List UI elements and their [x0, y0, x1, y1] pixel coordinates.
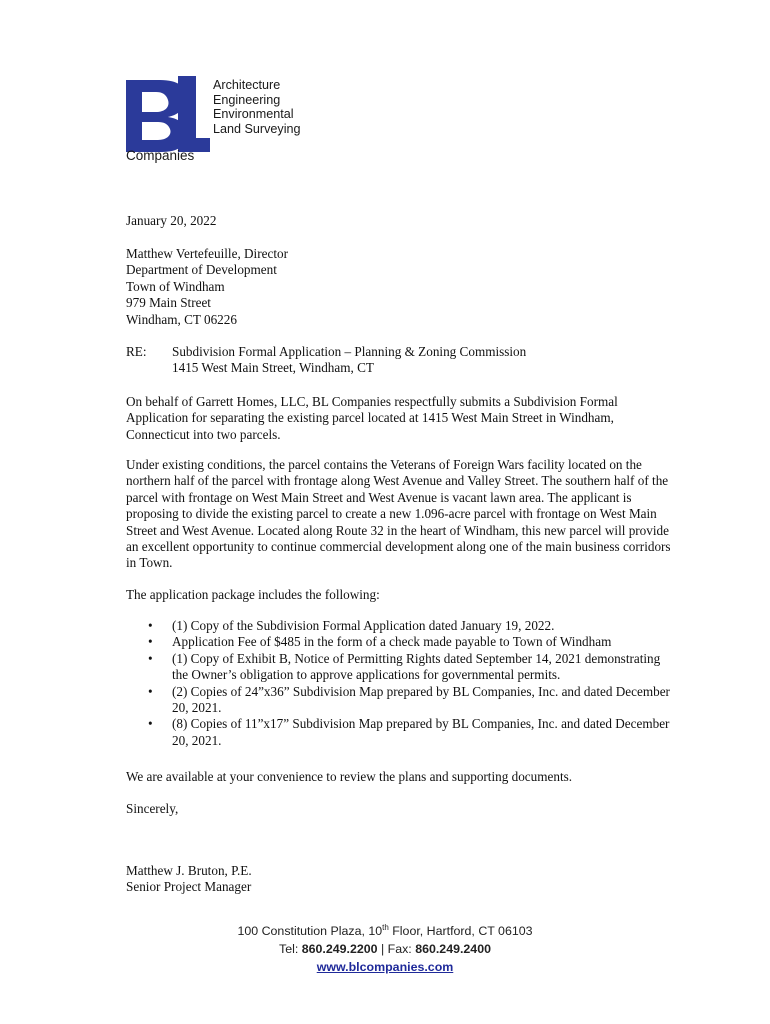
bullet-icon: •	[148, 618, 153, 633]
bullet-icon: •	[148, 716, 153, 732]
package-list	[126, 618, 716, 749]
recipient-line: Matthew Vertefeuille, Director	[126, 246, 288, 261]
recipient-line: Department of Development	[126, 262, 277, 278]
text-line: proposing to divide the existing parcel to create a new 1.096-acre parcel with frontage on West Main	[126, 506, 657, 522]
bullet-icon: •	[148, 650, 153, 666]
logo-line: Engineering	[213, 92, 281, 107]
bullet-icon: •	[148, 683, 153, 699]
list-item-line: 20, 2021.	[172, 700, 222, 716]
tel-number: 860.249.2200	[301, 942, 378, 956]
letter-date: January 20, 2022	[126, 213, 217, 228]
logo-line: Land Surveying	[213, 121, 301, 136]
text-line: On behalf of Garrett Homes, LLC, BL Companies respectfully submits a Subdivision Formal	[126, 394, 618, 409]
text-line: Connecticut into two parcels.	[126, 426, 281, 442]
signer-name: Matthew J. Bruton, P.E.	[126, 863, 252, 878]
fax-label: | Fax:	[377, 942, 416, 956]
closing: Sincerely,	[126, 801, 179, 816]
list-item	[126, 684, 716, 717]
footer-contact	[0, 940, 770, 958]
signer-title: Senior Project Manager	[126, 879, 252, 895]
list-item	[126, 716, 716, 749]
recipient-line: Windham, CT 06226	[126, 311, 237, 327]
list-item-line: the Owner’s obligation to approve applications for governmental permits.	[172, 667, 561, 683]
text-line: parcel with frontage on West Main Street and West Avenue is vacant lawn area. The applicant is	[126, 489, 632, 505]
footer-address-sup: th	[382, 922, 389, 932]
paragraph-intro	[126, 394, 716, 443]
list-item-line: Application Fee of $485 in the form of a check made payable to Town of Windham	[172, 634, 612, 650]
footer-address	[0, 922, 770, 940]
recipient-line: 979 Main Street	[126, 295, 211, 311]
tel-label: Tel:	[279, 942, 302, 956]
bl-monogram-icon	[126, 76, 210, 152]
footer-address-pre: 100 Constitution Plaza, 10	[237, 924, 383, 938]
website-link[interactable]: www.blcompanies.com	[316, 960, 454, 974]
paragraph-availability: We are available at your convenience to review the plans and supporting documents.	[126, 769, 573, 784]
re-subject	[172, 344, 692, 377]
list-item-line: (1) Copy of Exhibit B, Notice of Permitting Rights dated September 14, 2021 demonstrating	[172, 650, 661, 666]
list-item-line: 20, 2021.	[172, 732, 222, 748]
logo-companies-text: Companies	[126, 148, 195, 163]
footer-address-post: Floor, Hartford, CT 06103	[388, 924, 533, 938]
text-line: northern half of the parcel with frontage along West Avenue and Valley Street. The southern half of the	[126, 473, 669, 489]
logo-line: Environmental	[213, 107, 294, 122]
re-label: RE:	[126, 344, 147, 359]
text-line: Street and West Avenue. Located along Route 32 in the heart of Windham, this new parcel will provide	[126, 522, 669, 538]
list-intro: The application package includes the following:	[126, 587, 380, 602]
re-line: Subdivision Formal Application – Planning & Zoning Commission	[172, 344, 527, 359]
bullet-icon: •	[148, 634, 153, 650]
text-line: Application for separating the existing parcel located at 1415 West Main Street in Windham,	[126, 410, 614, 426]
list-item-line: (2) Copies of 24”x36” Subdivision Map prepared by BL Companies, Inc. and dated December	[172, 683, 670, 699]
recipient-line: Town of Windham	[126, 278, 225, 294]
text-line: in Town.	[126, 555, 173, 571]
recipient-address	[126, 246, 716, 328]
list-item-line: (1) Copy of the Subdivision Formal Application dated January 19, 2022.	[172, 618, 555, 633]
letterhead-footer	[0, 922, 770, 976]
re-line: 1415 West Main Street, Windham, CT	[172, 360, 374, 376]
list-item	[126, 634, 716, 650]
text-line: Under existing conditions, the parcel contains the Veterans of Foreign Wars facility located on the	[126, 457, 642, 472]
paragraph-conditions	[126, 457, 716, 572]
list-item	[126, 651, 716, 684]
list-item	[126, 618, 716, 634]
logo-services	[213, 78, 301, 136]
fax-number: 860.249.2400	[415, 942, 491, 956]
signature-block	[126, 863, 716, 896]
logo-line: Architecture	[213, 78, 281, 92]
text-line: an excellent opportunity to continue commercial development along one of the main business corridors	[126, 539, 671, 555]
list-item-line: (8) Copies of 11”x17” Subdivision Map prepared by BL Companies, Inc. and dated December	[172, 716, 670, 732]
